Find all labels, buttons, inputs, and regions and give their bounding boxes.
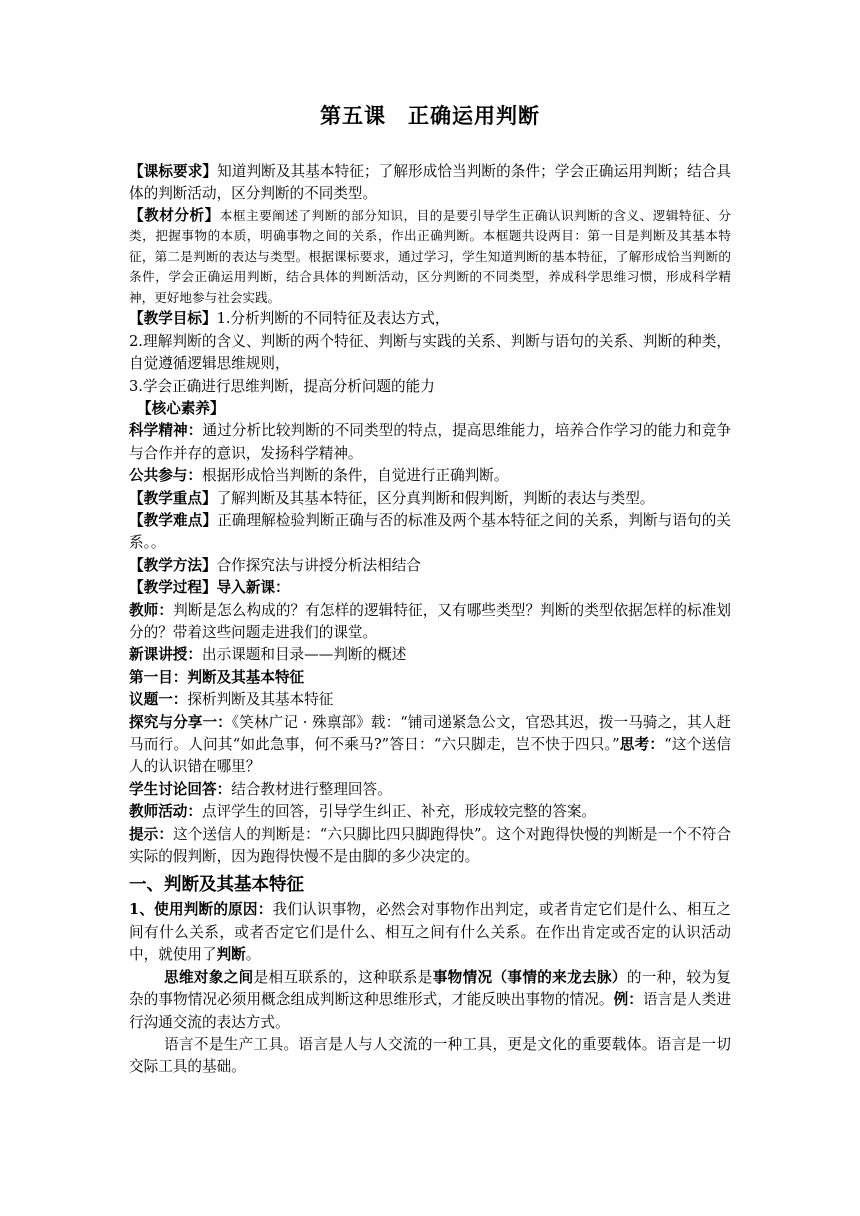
goals-label: 【教学目标】 bbox=[129, 310, 217, 328]
thinking-object-text-2: 的一种，较为复杂的事物情况必须用概念组成判断这种思维形式，才能反映出事物的情况。 bbox=[129, 968, 731, 1009]
method-text: 合作探究法与讲授分析法相结合 bbox=[216, 556, 421, 574]
think-label: 思考： bbox=[619, 736, 665, 754]
item1-heading bbox=[129, 667, 731, 689]
new-lesson-label: 新课讲授： bbox=[129, 646, 202, 664]
difficulty-paragraph bbox=[129, 510, 731, 555]
process-label: 【教学过程】导入新课： bbox=[129, 579, 290, 597]
literacy-label: 【核心素养】 bbox=[137, 399, 225, 417]
thinking-object-paragraph bbox=[129, 967, 731, 1034]
reason-label: 1、使用判断的原因： bbox=[129, 901, 273, 919]
goals-item-2: 2.理解判断的含义、判断的两个特征、判断与实践的关系、判断与语句的关系、判断的种类，自觉遵循逻辑思维规则， bbox=[129, 332, 731, 373]
document-page bbox=[129, 100, 731, 1079]
explore-text: 《笑林广记 · 殊禀部》载：“铺司递紧急公文，官恐其迟，拨一马骑之，其人赶马而行。人问其“如此急事，何不乘马?”答日：“六只脚走，岂不快于四只。” bbox=[129, 713, 731, 754]
explore-label: 探究与分享一： bbox=[129, 713, 232, 731]
standard-text: 知道判断及其基本特征；了解形成恰当判断的条件；学会正确运用判断；结合具体的判断活动，区分判断的不同类型。 bbox=[129, 163, 731, 203]
topic-label: 议题一： bbox=[129, 691, 188, 709]
goals-text-1: 1.分析判断的不同特征及表达方式， bbox=[216, 310, 450, 328]
key-point-label: 【教学重点】 bbox=[129, 489, 217, 507]
reason-paragraph bbox=[129, 899, 731, 966]
public-paragraph bbox=[129, 465, 731, 487]
example-text: 语言是人类进行沟通交流的表达方式。 bbox=[129, 991, 731, 1031]
explore-paragraph bbox=[129, 712, 731, 779]
example-label: 例： bbox=[613, 991, 643, 1009]
reason-text: 我们认识事物，必然会对事物作出判定，或者肯定它们是什么、相互之间有什么关系，或者否定它们是什么、相互之间有什么关系。在作出肯定或否定的认识活动中，就使用了 bbox=[129, 901, 731, 964]
topic-text: 探析判断及其基本特征 bbox=[187, 691, 334, 709]
activity-label: 教师活动： bbox=[129, 803, 202, 821]
item1-label: 第一目：判断及其基本特征 bbox=[129, 668, 305, 686]
science-paragraph bbox=[129, 420, 731, 465]
method-label: 【教学方法】 bbox=[129, 556, 217, 574]
standard-paragraph bbox=[129, 161, 731, 206]
activity-paragraph bbox=[129, 801, 731, 823]
science-label: 科学精神： bbox=[129, 422, 203, 440]
public-label: 公共参与： bbox=[129, 467, 202, 485]
analysis-label: 【教材分析】 bbox=[129, 206, 220, 224]
reason-end: 。 bbox=[245, 946, 261, 964]
teacher-paragraph bbox=[129, 600, 731, 645]
teacher-text: 判断是怎么构成的？有怎样的逻辑特征，又有哪些类型？判断的类型依据怎样的标准划分的？带着这些问题走进我们的课堂。 bbox=[129, 601, 731, 641]
key-point-text: 了解判断及其基本特征，区分真判断和假判断，判断的表达与类型。 bbox=[216, 489, 655, 507]
hint-paragraph bbox=[129, 824, 731, 869]
analysis-text: 本框主要阐述了判断的部分知识，目的是要引导学生正确认识判断的含义、逻辑特征、分类，把握事物的本质，明确事物之间的关系，作出正确判断。本框题共设两目：第一目是判断及其基本特征，第二是判断的表达与类型。根据课标要求，通过学习，学生知道判断的基本特征，了解形成恰当判断的条件，学会正确运用判断，结合具体的判断活动，区分判断的不同类型，养成科学思维习惯，形成科学精神，更好地参与社会实践。 bbox=[129, 207, 731, 305]
page-title bbox=[129, 100, 731, 132]
language-paragraph: 语言不是生产工具。语言是人与人交流的一种工具，更是文化的重要载体。语言是一切交际工具的基础。 bbox=[129, 1035, 731, 1076]
hint-text: 这个送信人的判断是：“六只脚比四只脚跑得快”。这个对跑得快慢的判断是一个不符合实际的假判断，因为跑得快慢不是由脚的多少决定的。 bbox=[129, 825, 731, 866]
method-paragraph bbox=[129, 555, 731, 577]
thinking-object-text-1: 是相互联系的，这种联系是 bbox=[253, 968, 433, 986]
discuss-paragraph bbox=[129, 779, 731, 801]
difficulty-text: 正确理解检验判断正确与否的标准及两个基本特征之间的关系，判断与语句的关系。。 bbox=[129, 511, 731, 552]
topic-paragraph bbox=[129, 689, 731, 711]
public-text: 根据形成恰当判断的条件，自觉进行正确判断。 bbox=[201, 467, 509, 485]
science-text: 通过分析比较判断的不同类型的特点，提高思维能力，培养合作学习的能力和竞争与合作并存的意识，发扬科学精神。 bbox=[129, 422, 731, 462]
reason-bold: 判断 bbox=[216, 946, 246, 964]
discuss-label: 学生讨论回答： bbox=[129, 780, 232, 798]
think-text: “这个送信人的认识错在哪里？ bbox=[129, 736, 731, 776]
thinking-object-bold: 思维对象之间 bbox=[164, 968, 254, 986]
difficulty-label: 【教学难点】 bbox=[129, 511, 218, 529]
new-lesson-text: 出示课题和目录——判断的概述 bbox=[201, 646, 407, 664]
process-heading bbox=[129, 577, 731, 599]
section1-heading: 一、判断及其基本特征 bbox=[129, 875, 304, 896]
discuss-text: 结合教材进行整理回答。 bbox=[231, 780, 392, 798]
title-lesson-number: 第五课 bbox=[320, 104, 386, 128]
hint-label: 提示： bbox=[129, 825, 174, 843]
activity-text: 点评学生的回答，引导学生纠正、补充，形成较完整的答案。 bbox=[201, 803, 597, 821]
title-lesson-name: 正确运用判断 bbox=[408, 104, 540, 128]
standard-label: 【课标要求】 bbox=[129, 163, 218, 180]
teacher-label: 教师： bbox=[129, 601, 174, 619]
goals-item-3: 3.学会正确进行思维判断，提高分析问题的能力 bbox=[129, 377, 435, 395]
literacy-heading bbox=[129, 398, 731, 420]
key-point-paragraph bbox=[129, 488, 731, 510]
analysis-paragraph bbox=[129, 206, 731, 309]
goals-item-1 bbox=[129, 308, 731, 330]
thing-situation-bold: 事物情况（事情的来龙去脉） bbox=[432, 968, 627, 986]
new-lesson-paragraph bbox=[129, 644, 731, 666]
